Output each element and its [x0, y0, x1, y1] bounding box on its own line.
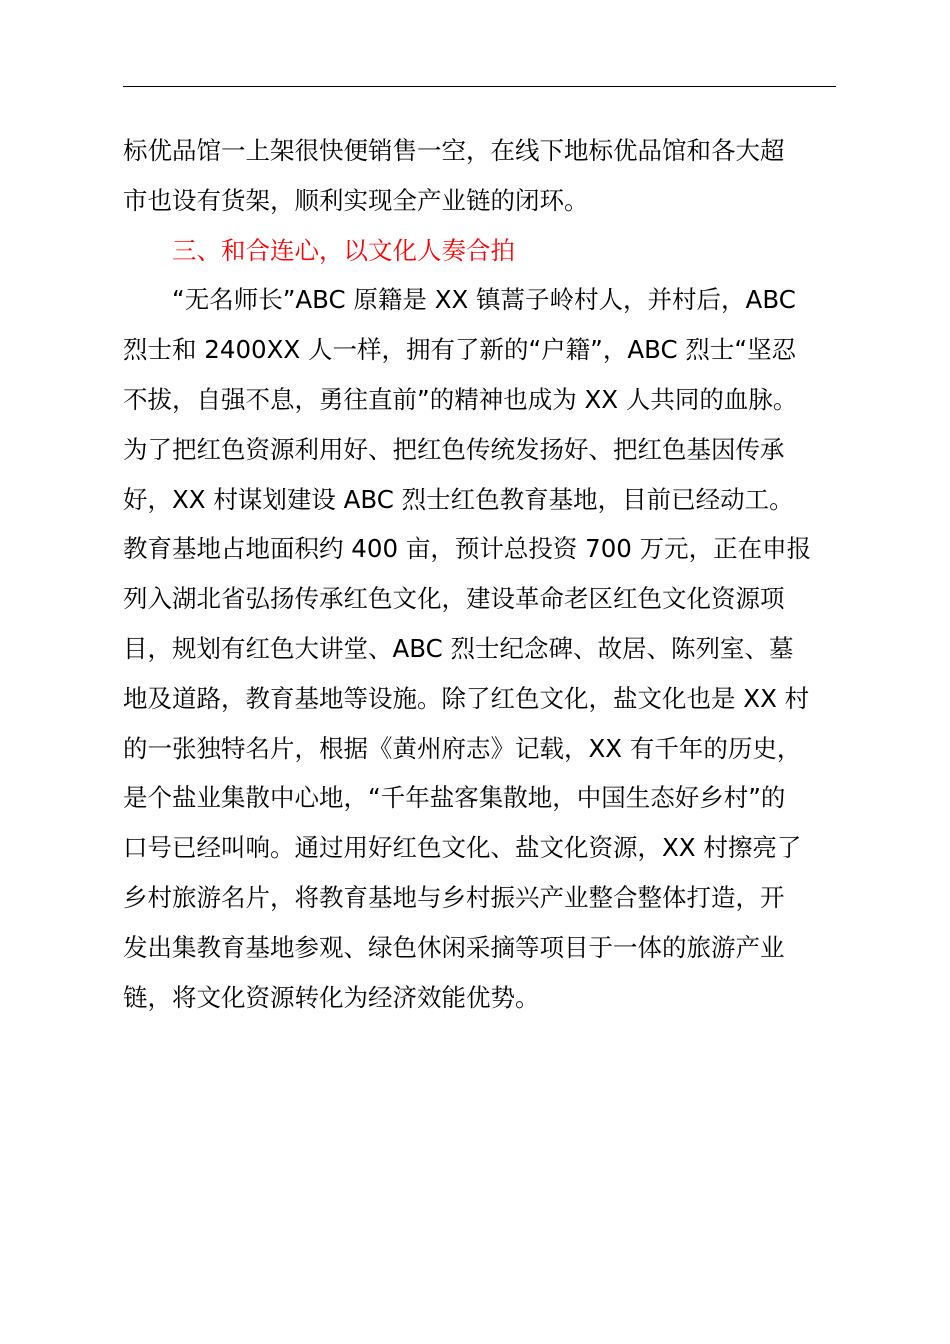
- text-line: 为了把红色资源利用好、把红色传统发扬好、把红色基因传承: [123, 434, 785, 464]
- text-line: 乡村旅游名片，将教育基地与乡村振兴产业整合整体打造，开: [123, 882, 785, 912]
- text-line: 地及道路，教育基地等设施。除了红色文化，盐文化也是 XX 村: [123, 683, 810, 713]
- paragraph-main: [123, 275, 841, 1022]
- text-line: 链，将文化资源转化为经济效能优势。: [123, 982, 540, 1012]
- text-line: 好，XX 村谋划建设 ABC 烈士红色教育基地，目前已经动工。: [123, 484, 794, 514]
- header-rule: [123, 86, 836, 87]
- text-line: 发出集教育基地参观、绿色休闲采摘等项目于一体的旅游产业: [123, 932, 785, 962]
- text-line: 教育基地占地面积约 400 亩，预计总投资 700 万元，正在申报: [123, 534, 812, 564]
- text-line: 市也设有货架，顺利实现全产业链的闭环。: [123, 185, 589, 215]
- text-line: 烈士和 2400XX 人一样，拥有了新的“户籍”，ABC 烈士“坚忍: [123, 335, 797, 365]
- document-body: [123, 126, 841, 1022]
- text-line: 口号已经叫响。通过用好红色文化、盐文化资源，XX 村擦亮了: [123, 833, 802, 863]
- section-heading: 三、和合连心，以文化人奏合拍: [172, 235, 515, 265]
- paragraph-continuation: [123, 126, 841, 226]
- text-line: 不拔，自强不息，勇往直前”的精神也成为 XX 人共同的血脉。: [123, 384, 798, 414]
- text-line: 目，规划有红色大讲堂、ABC 烈士纪念碑、故居、陈列室、墓: [123, 633, 794, 663]
- text-line: 标优品馆一上架很快便销售一空，在线下地标优品馆和各大超: [123, 136, 785, 165]
- text-line: 是个盐业集散中心地，“千年盐客集散地，中国生态好乡村”的: [123, 783, 786, 813]
- text-line: 列入湖北省弘扬传承红色文化，建设革命老区红色文化资源项: [123, 584, 785, 614]
- text-line: “无名师长”ABC 原籍是 XX 镇蒿子岭村人，并村后，ABC: [172, 285, 796, 315]
- text-line: 的一张独特名片，根据《黄州府志》记载，XX 有千年的历史，: [123, 733, 802, 763]
